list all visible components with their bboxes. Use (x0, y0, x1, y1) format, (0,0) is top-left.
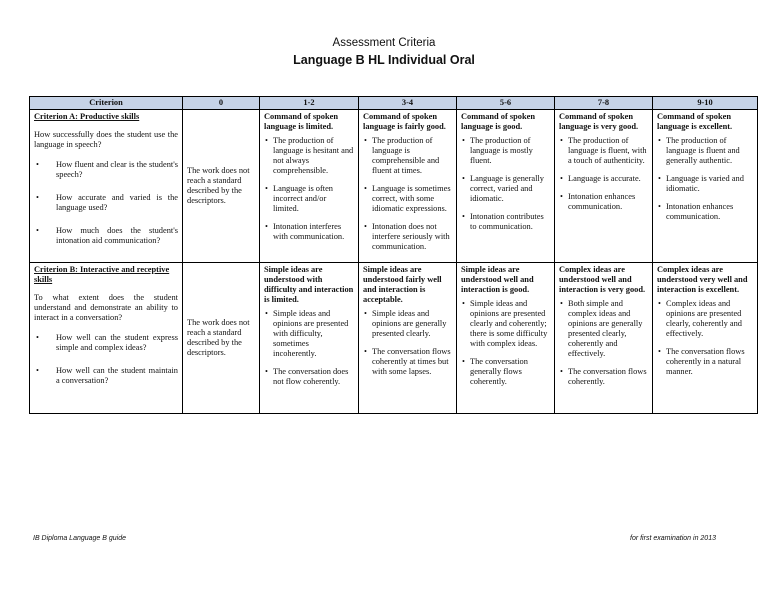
criterion-question: How successfully does the student use the language in speech? (34, 130, 178, 149)
band-heading: Command of spoken language is fairly good. (363, 112, 446, 131)
descriptor-item: • Simple ideas and opinions are generally presented clearly. (363, 309, 452, 339)
band-cell (457, 110, 555, 263)
band-descriptors (461, 299, 550, 387)
column-header: 5-6 (457, 97, 555, 110)
table-row-criterion-b (30, 263, 758, 414)
band-cell (359, 263, 457, 414)
footer-exam-note: for first examination in 2013 (630, 535, 716, 542)
descriptor-item: • Intonation enhances communication. (559, 192, 648, 212)
band-cell (555, 263, 653, 414)
column-header: 7-8 (555, 97, 653, 110)
band-heading: Complex ideas are understood very well and interaction is excellent. (657, 265, 748, 294)
assessment-rubric-table (29, 96, 758, 414)
band-cell (457, 263, 555, 414)
band-heading: Simple ideas are understood well and interaction is good. (461, 265, 534, 294)
band-descriptors (363, 309, 452, 377)
descriptor-item: • Language is sometimes correct, with some idiomatic expressions. (363, 184, 452, 214)
descriptor-item: • Intonation enhances communication. (657, 202, 753, 222)
band-descriptors (363, 136, 452, 252)
band-cell (653, 263, 758, 414)
band-heading: Command of spoken language is excellent. (657, 112, 733, 131)
descriptor-item: • The production of language is comprehensible and fluent at times. (363, 136, 452, 176)
band-cell (260, 110, 359, 263)
criterion-question: To what extent does the student understand and demonstrate an ability to interact in a conversation? (34, 293, 178, 322)
descriptor-item: • Intonation interferes with communication. (264, 222, 354, 242)
band-descriptors (264, 309, 354, 387)
band-0-text: The work does not reach a standard described by the descriptors. (187, 318, 250, 357)
page-title: Assessment Criteria (332, 37, 436, 49)
band-cell (359, 110, 457, 263)
descriptor-item: • The conversation flows coherently at times but with some lapses. (363, 347, 452, 377)
descriptor-item: • Simple ideas and opinions are presented clearly and coherently; there is some difficulty with complex ideas. (461, 299, 550, 349)
descriptor-item: • Language is generally correct, varied and idiomatic. (461, 174, 550, 204)
footer-guide-name: IB Diploma Language B guide (33, 535, 127, 542)
band-descriptors (559, 299, 648, 387)
criterion-name: Criterion A: Productive skills (34, 112, 140, 121)
descriptor-item: • Language is accurate. (559, 174, 648, 184)
descriptor-item: • The production of language is fluent, with a touch of authenticity. (559, 136, 648, 166)
band-descriptors (657, 299, 753, 377)
band-heading: Command of spoken language is good. (461, 112, 535, 131)
band-0-text: The work does not reach a standard described by the descriptors. (187, 166, 250, 205)
descriptor-item: • The conversation generally flows coherently. (461, 357, 550, 387)
band-0-cell (183, 110, 260, 263)
criterion-cell (30, 263, 183, 414)
table-header-row (30, 97, 758, 110)
band-descriptors (461, 136, 550, 232)
band-heading: Command of spoken language is very good. (559, 112, 639, 131)
descriptor-item: • The conversation flows coherently. (559, 367, 648, 387)
band-cell (260, 263, 359, 414)
criterion-bullets (34, 160, 178, 246)
descriptor-item: • The production of language is hesitant and not always comprehensible. (264, 136, 354, 176)
descriptor-item: • Complex ideas and opinions are presented clearly, coherently and effectively. (657, 299, 753, 339)
criterion-bullet: • How accurate and varied is the language used? (34, 193, 178, 213)
band-heading: Simple ideas are understood with difficulty and interaction is limited. (264, 265, 354, 304)
page-subtitle: Language B HL Individual Oral (293, 53, 475, 67)
band-descriptors (264, 136, 354, 242)
criterion-name: Criterion B: Interactive and receptive skills (34, 265, 170, 284)
descriptor-item: • Intonation contributes to communication. (461, 212, 550, 232)
column-header: 1-2 (260, 97, 359, 110)
descriptor-item: • The conversation does not flow coherently. (264, 367, 354, 387)
table-row-criterion-a (30, 110, 758, 263)
descriptor-item: • The conversation flows coherently in a natural manner. (657, 347, 753, 377)
descriptor-item: • Intonation does not interfere seriously with communication. (363, 222, 452, 252)
column-header: Criterion (30, 97, 183, 110)
criterion-bullet: • How fluent and clear is the student's speech? (34, 160, 178, 180)
criterion-bullets (34, 333, 178, 386)
column-header: 0 (183, 97, 260, 110)
criterion-bullet: • How much does the student's intonation aid communication? (34, 226, 178, 246)
band-heading: Complex ideas are understood well and interaction is very good. (559, 265, 646, 294)
band-descriptors (559, 136, 648, 212)
band-0-cell (183, 263, 260, 414)
descriptor-item: • The production of language is fluent and generally authentic. (657, 136, 753, 166)
band-cell (653, 110, 758, 263)
criterion-bullet: • How well can the student maintain a conversation? (34, 366, 178, 386)
band-cell (555, 110, 653, 263)
band-descriptors (657, 136, 753, 222)
column-header: 3-4 (359, 97, 457, 110)
descriptor-item: • Language is varied and idiomatic. (657, 174, 753, 194)
descriptor-item: • The production of language is mostly fluent. (461, 136, 550, 166)
column-header: 9-10 (653, 97, 758, 110)
band-heading: Command of spoken language is limited. (264, 112, 338, 131)
descriptor-item: • Both simple and complex ideas and opinions are generally presented clearly, coherently and effectively. (559, 299, 648, 359)
descriptor-item: • Language is often incorrect and/or limited. (264, 184, 354, 214)
criterion-cell (30, 110, 183, 263)
descriptor-item: • Simple ideas and opinions are presented with difficulty, sometimes incoherently. (264, 309, 354, 359)
band-heading: Simple ideas are understood fairly well and interaction is acceptable. (363, 265, 442, 304)
criterion-bullet: • How well can the student express simple and complex ideas? (34, 333, 178, 353)
